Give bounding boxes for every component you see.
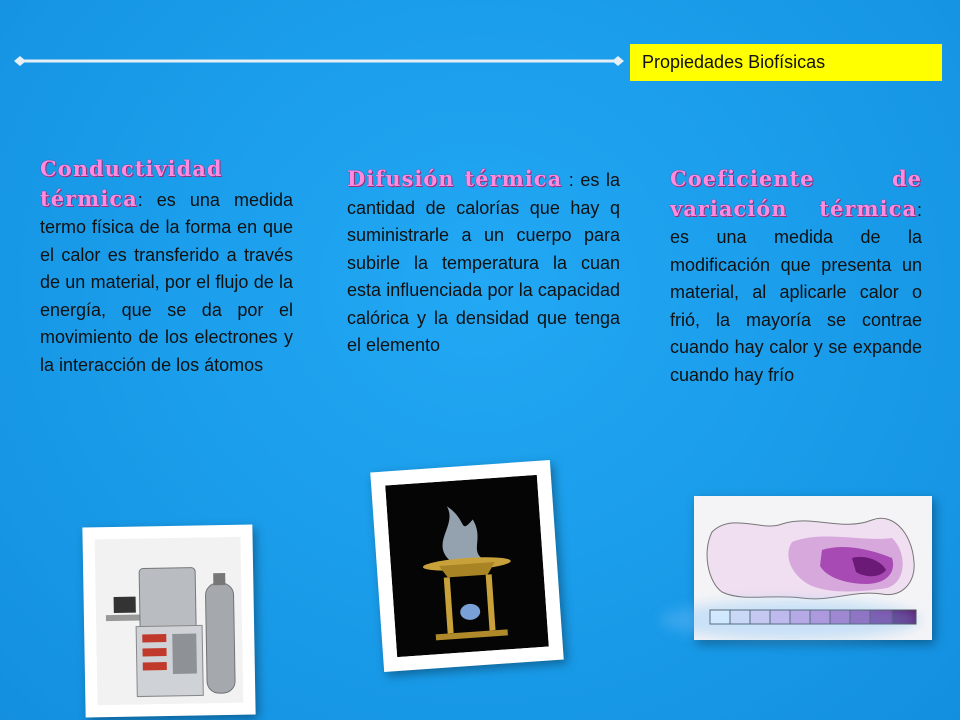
column-heading: Conductividad térmica [40, 156, 223, 211]
column-heading: Coeficiente de variación térmica [670, 166, 922, 221]
column-body: es una medida termo física de la forma en que el calor es transferido a través de un material, por el flujo de la energía, que se da por el movimiento de los electrones y la interacción de los átomos [40, 189, 293, 375]
lab-apparatus-icon [95, 537, 244, 706]
decorative-line [14, 54, 624, 68]
column-heading: Difusión térmica [347, 166, 563, 191]
column-colon: : [916, 199, 922, 220]
smoking-burner-photo [370, 460, 564, 672]
conductividad-column [40, 155, 293, 379]
coeficiente-column [670, 165, 922, 389]
column-body: es la cantidad de calorías que hay q suministrarle a un cuerpo para subirle la temperatura la cuan esta influenciada por la capacidad calórica y la densidad que tenga el elemento [347, 170, 620, 355]
burner-smoke-icon [385, 475, 549, 657]
section-tag-label: Propiedades Biofísicas [642, 52, 826, 72]
column-body: es una medida de la modificación que presenta un material, al aplicarle calor o frió, la mayoría se contrae cuando hay calor y se expande cuando hay frío [670, 227, 922, 385]
difusion-column [347, 165, 620, 360]
frame-reflection [660, 600, 920, 640]
lab-apparatus-photo [82, 525, 255, 718]
column-colon: : [562, 170, 574, 190]
section-tag [630, 44, 942, 81]
column-colon: : [137, 189, 143, 210]
